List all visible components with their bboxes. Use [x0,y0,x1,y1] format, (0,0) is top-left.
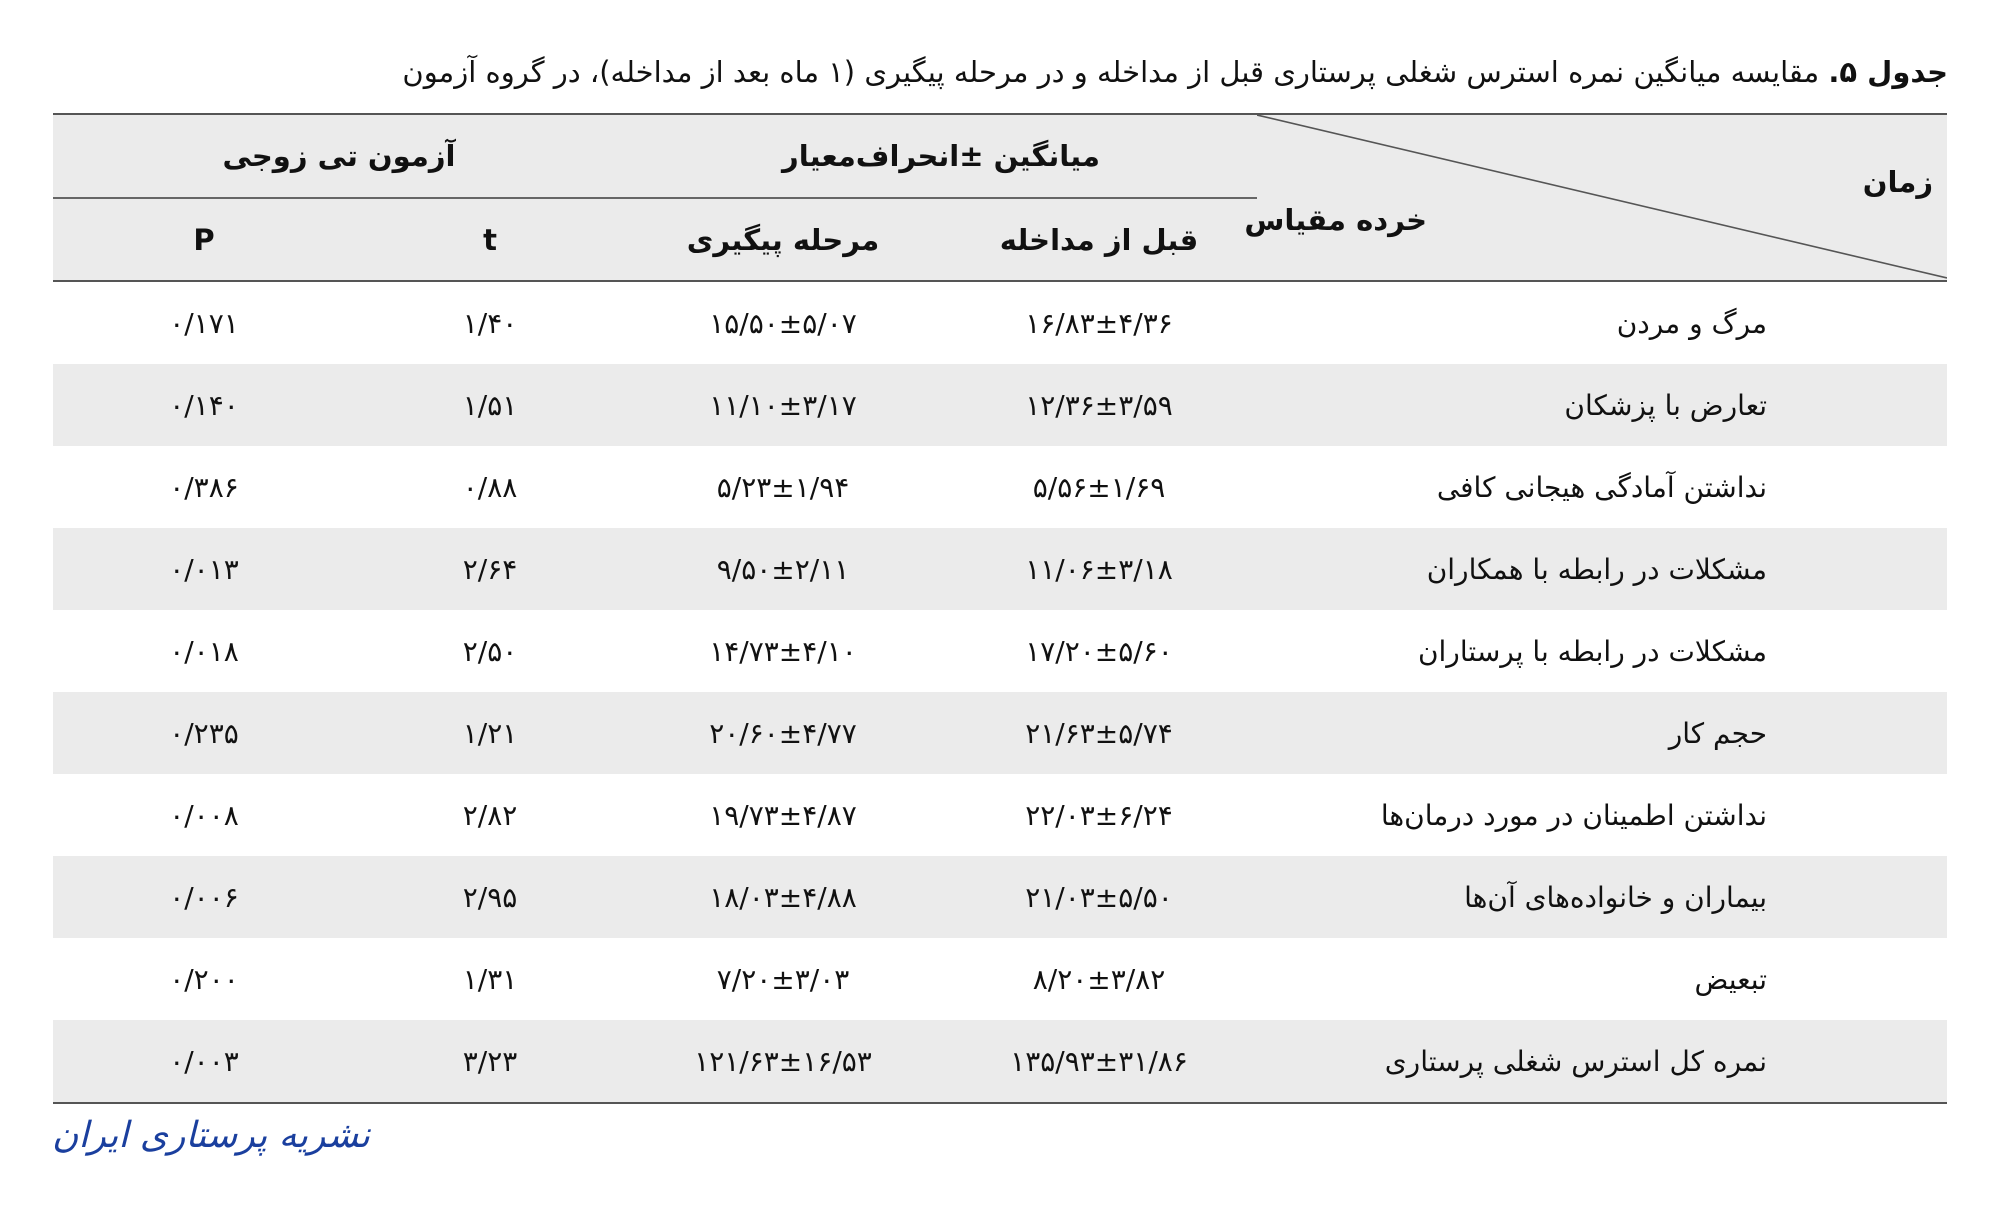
row-p-value: ۰/۰۱۸ [169,634,239,668]
table-body [53,281,1947,1103]
header-p: P [53,198,355,281]
row-p-value: ۰/۳۸۶ [169,470,239,504]
row-p-value: ۰/۱۴۰ [53,364,355,446]
table-row [53,528,1947,610]
row-follow-up-value: ۷/۲۰±۳/۰۳ [716,962,850,996]
table-row [53,938,1947,1020]
row-follow-up-value: ۲۰/۶۰±۴/۷۷ [625,692,941,774]
row-before-value: ۸/۲۰±۳/۸۲ [1032,962,1166,996]
row-p-value: ۰/۰۰۸ [169,798,239,832]
row-subscale-name: مشکلات در رابطه با همکاران [1257,528,1947,610]
row-follow-up-value: ۱۱/۱۰±۳/۱۷ [625,364,941,446]
journal-logo: نشریه پرستاری ایران [52,1115,370,1156]
row-before-value: ۱۲/۳۶±۳/۵۹ [941,364,1257,446]
row-subscale-name: تعارض با پزشکان [1257,364,1947,446]
row-p-value: ۰/۱۷۱ [169,306,239,340]
row-t-value: ۱/۵۱ [355,364,625,446]
row-before-value: ۲۱/۰۳±۵/۵۰ [941,856,1257,938]
row-t-value: ۲/۹۵ [355,856,625,938]
row-before-value: ۱۳۵/۹۳±۳۱/۸۶ [941,1020,1257,1103]
table-caption [48,50,1948,94]
row-subscale-name: حجم کار [1257,692,1947,774]
row-subscale-name: بیماران و خانواده‌های آن‌ها [1257,856,1947,938]
results-table [53,113,1947,1104]
table-row [53,774,1947,856]
table-row [53,692,1947,774]
row-before-value: ۱۱/۰۶±۳/۱۸ [941,528,1257,610]
table-row [53,1020,1947,1103]
row-p-value: ۰/۰۰۶ [53,856,355,938]
corner-header-cell [1244,114,1947,281]
row-t-value: ۲/۶۴ [355,528,625,610]
row-t-value: ۱/۴۰ [462,306,518,340]
row-p-value: ۰/۰۱۳ [53,528,355,610]
table-row [53,610,1947,692]
row-before-value: ۱۶/۸۳±۴/۳۶ [1025,306,1173,340]
row-subscale-name: تبعیض [1694,962,1768,996]
row-p-value: ۰/۲۰۰ [169,962,239,996]
row-p-value: ۰/۲۳۵ [53,692,355,774]
row-before-value: ۲۱/۶۳±۵/۷۴ [941,692,1257,774]
row-before-value: ۲۲/۰۳±۶/۲۴ [1025,798,1173,832]
caption-text: مقایسه میانگین نمره استرس شغلی پرستاری قبل از مداخله و در مرحله پیگیری (۱ ماه بعد از مداخله)، در گروه آزمون [402,55,1820,89]
row-before-value: ۱۷/۲۰±۵/۶۰ [1025,634,1173,668]
row-before-value: ۵/۵۶±۱/۶۹ [1032,470,1166,504]
diagonal-divider [1257,115,1947,280]
row-t-value: ۱/۲۱ [355,692,625,774]
results-table-container [53,113,1947,1104]
row-p-value: ۰/۰۰۳ [53,1020,355,1103]
row-follow-up-value: ۹/۵۰±۲/۱۱ [625,528,941,610]
row-t-value: ۲/۵۰ [462,634,518,668]
row-subscale-name: نداشتن اطمینان در مورد درمان‌ها [1380,798,1768,832]
row-t-value: ۲/۸۲ [462,798,518,832]
header-time: زمان [1862,165,1934,199]
table-header [53,114,1947,281]
row-t-value: ۱/۳۱ [462,962,518,996]
row-follow-up-value: ۵/۲۳±۱/۹۴ [716,470,850,504]
row-subscale-name: نمره کل استرس شغلی پرستاری [1257,1020,1947,1103]
header-mean-sd: میانگین ±انحراف‌معیار [625,114,1257,198]
table-row [53,856,1947,938]
row-follow-up-value: ۱۲۱/۶۳±۱۶/۵۳ [625,1020,941,1103]
table-row [53,281,1947,364]
header-before: قبل از مداخله [941,198,1257,281]
row-follow-up-value: ۱۸/۰۳±۴/۸۸ [625,856,941,938]
table-row [53,364,1947,446]
row-follow-up-value: ۱۹/۷۳±۴/۸۷ [709,798,857,832]
table-row [53,446,1947,528]
header-t: t [355,198,625,281]
header-paired-t-test: آزمون تی زوجی [53,114,625,198]
row-t-value: ۳/۲۳ [355,1020,625,1103]
row-follow-up-value: ۱۵/۵۰±۵/۰۷ [709,306,857,340]
row-subscale-name: مرگ و مردن [1616,306,1768,340]
row-follow-up-value: ۱۴/۷۳±۴/۱۰ [709,634,857,668]
caption-label: جدول ۵. [1828,55,1948,89]
header-follow-up: مرحله پیگیری [625,198,941,281]
row-t-value: ۰/۸۸ [462,470,518,504]
row-subscale-name: نداشتن آمادگی هیجانی کافی [1436,470,1768,504]
row-subscale-name: مشکلات در رابطه با پرستاران [1417,634,1768,668]
header-subscale: خرده مقیاس [1244,203,1428,237]
